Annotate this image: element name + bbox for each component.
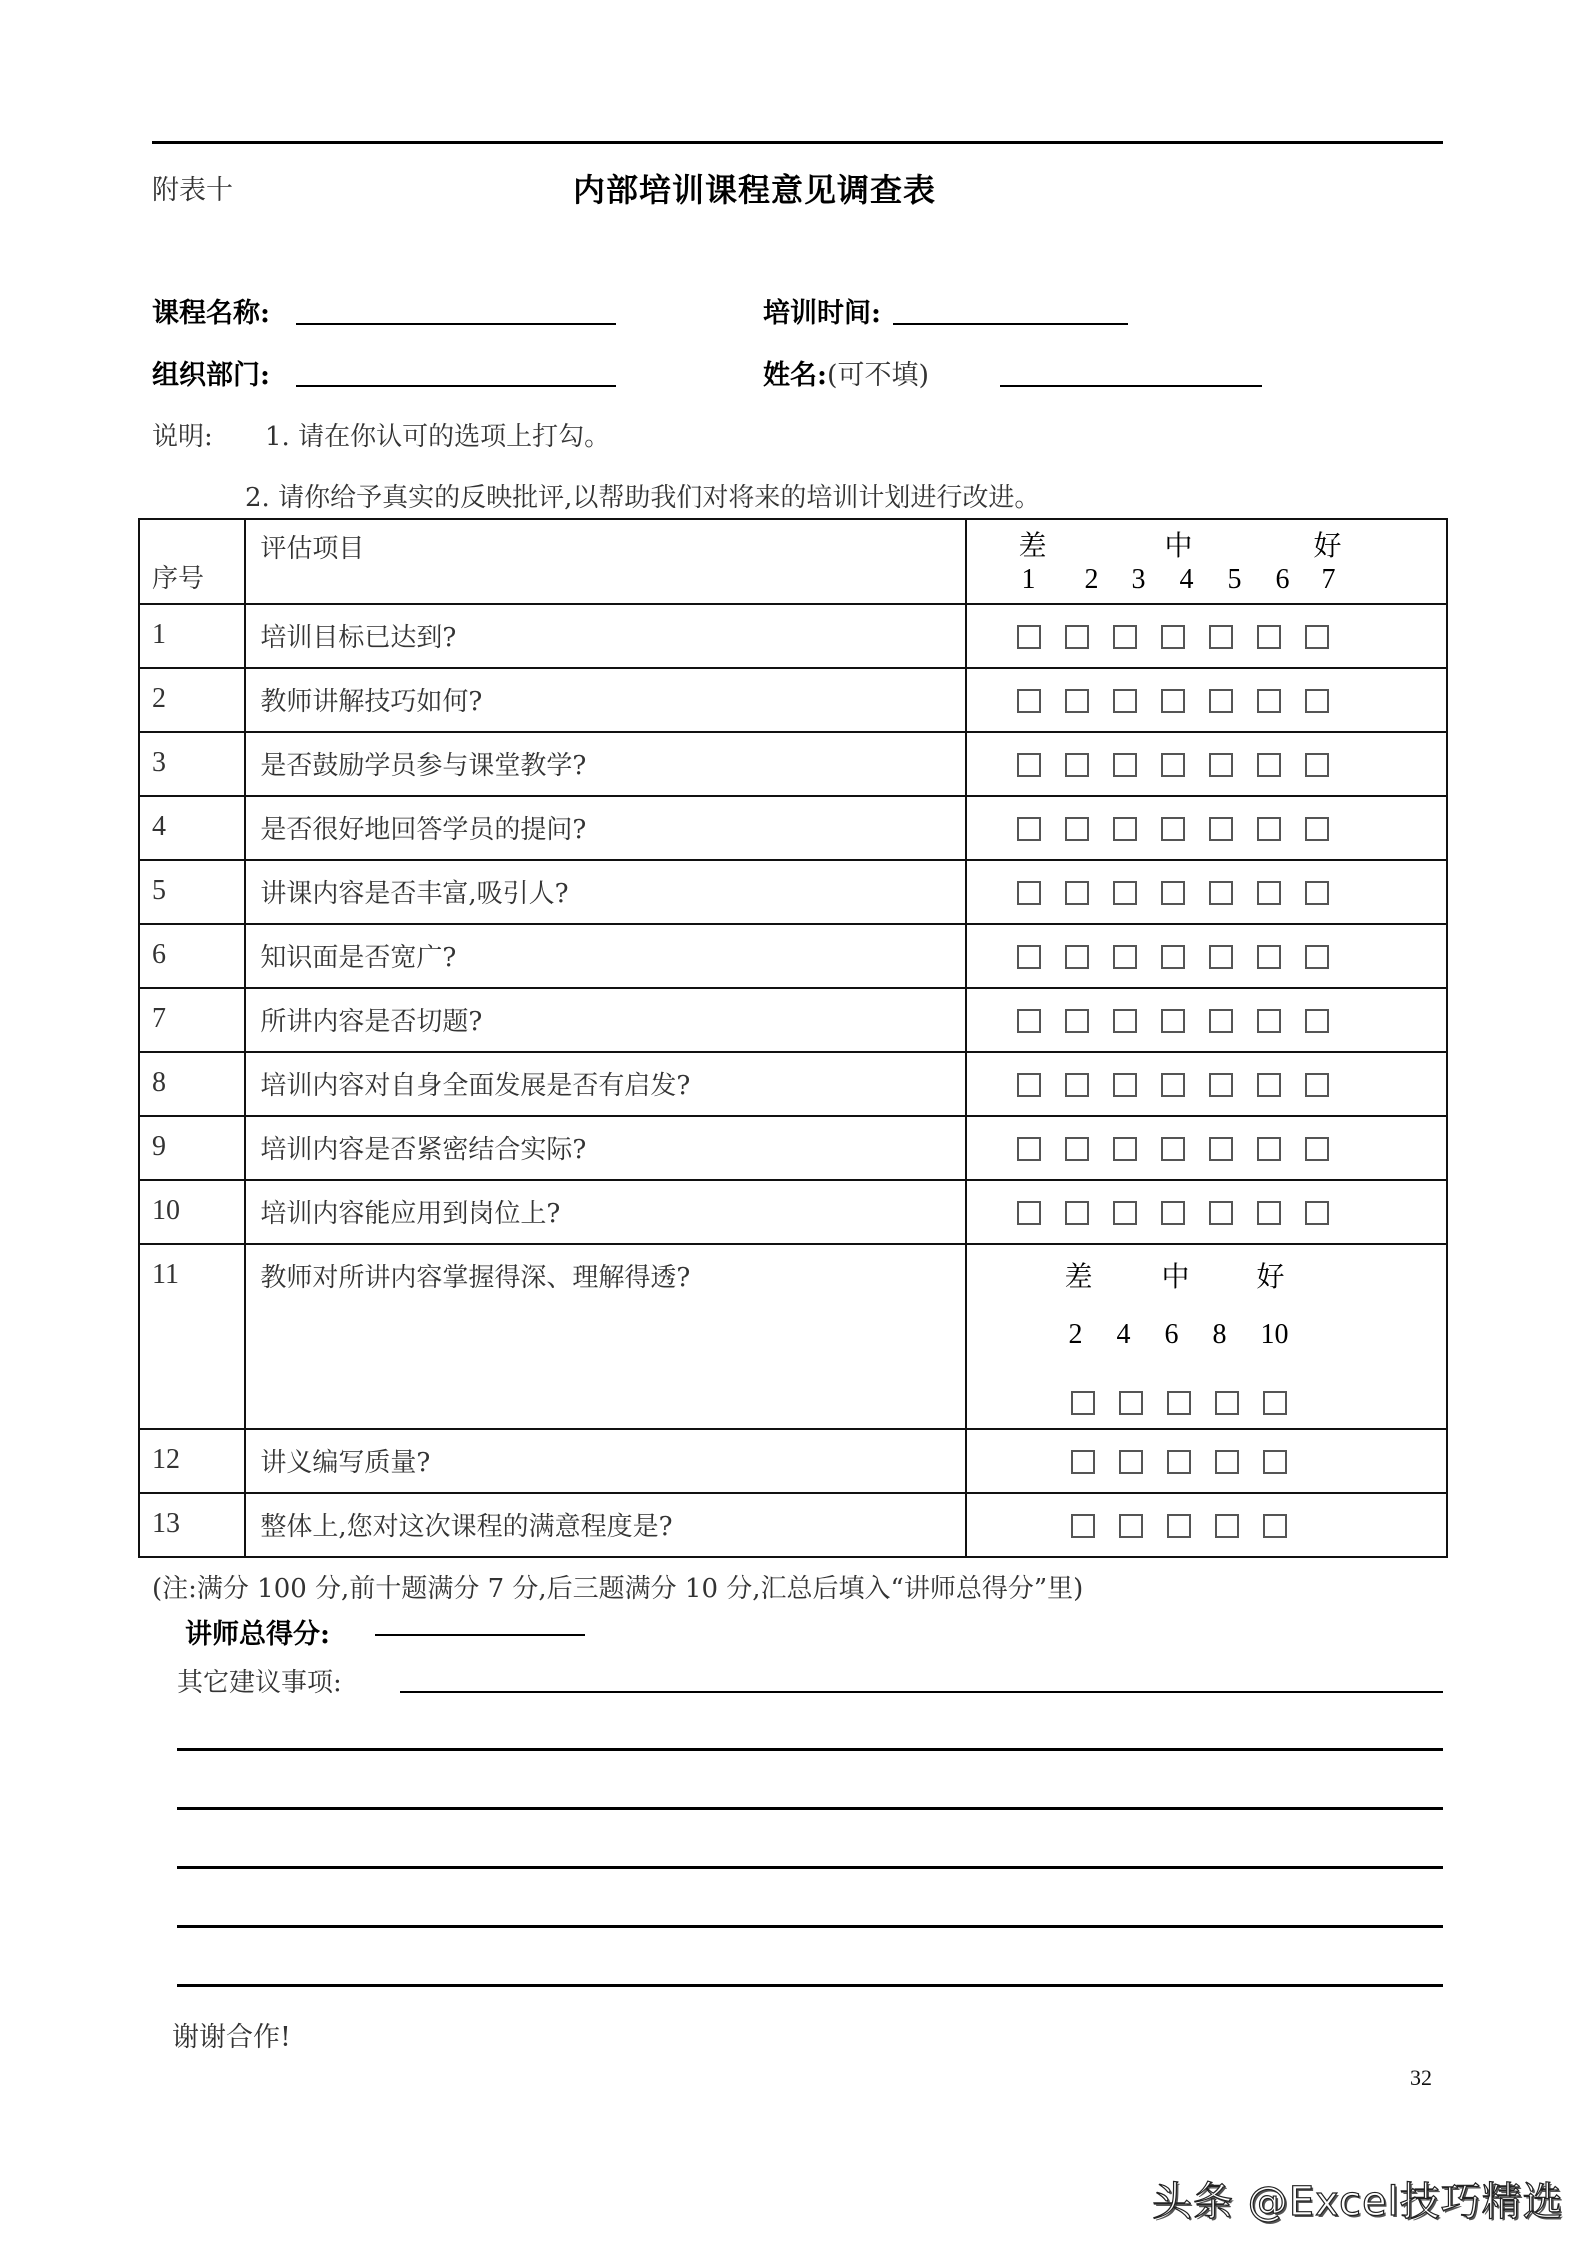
checkbox-score-1[interactable] — [1017, 1201, 1041, 1225]
suggestions-line-2[interactable] — [177, 1748, 1443, 1751]
header-item: 评估项目 — [245, 519, 965, 604]
scale7-number: 7 — [1321, 564, 1336, 595]
checkbox-score-2[interactable] — [1065, 945, 1089, 969]
row-number: 8 — [139, 1052, 245, 1116]
row-scale7 — [966, 796, 1448, 860]
checkbox-score-1[interactable] — [1017, 1073, 1041, 1097]
training-time-field[interactable] — [893, 323, 1128, 325]
table-row — [139, 732, 1447, 796]
table-row — [139, 668, 1447, 732]
checkbox-score-4[interactable] — [1119, 1450, 1143, 1474]
table-row — [139, 1180, 1447, 1244]
checkbox-score-6[interactable] — [1167, 1391, 1191, 1415]
checkbox-score-7[interactable] — [1305, 1073, 1329, 1097]
scale7-number: 2 — [1084, 564, 1099, 595]
scale5-number: 8 — [1212, 1319, 1227, 1350]
page-title: 内部培训课程意见调查表 — [573, 171, 937, 209]
course-name-field[interactable] — [296, 323, 616, 325]
checkbox-score-1[interactable] — [1017, 1009, 1041, 1033]
name-optional-hint: (可不填) — [826, 360, 930, 391]
table-row — [139, 924, 1447, 988]
checkbox-score-6[interactable] — [1257, 753, 1281, 777]
checkbox-score-6[interactable] — [1257, 1009, 1281, 1033]
checkbox-score-5[interactable] — [1209, 945, 1233, 969]
checkbox-score-2[interactable] — [1065, 881, 1089, 905]
department-field[interactable] — [296, 385, 616, 387]
name-label: 姓名: — [763, 360, 827, 391]
checkbox-score-7[interactable] — [1305, 1137, 1329, 1161]
name-field[interactable] — [1000, 385, 1262, 387]
checkbox-score-5[interactable] — [1209, 1009, 1233, 1033]
suggestions-label: 其它建议事项: — [177, 1668, 342, 1698]
table-row — [139, 1116, 1447, 1180]
row-number: 2 — [139, 668, 245, 732]
scale7-number: 5 — [1227, 564, 1242, 595]
scale5-number: 10 — [1260, 1319, 1289, 1350]
row-scale7 — [966, 668, 1448, 732]
table-row — [139, 604, 1447, 668]
checkbox-score-1[interactable] — [1017, 945, 1041, 969]
row-number: 13 — [139, 1493, 245, 1557]
checkbox-score-1[interactable] — [1017, 753, 1041, 777]
checkbox-score-6[interactable] — [1257, 945, 1281, 969]
checkbox-score-10[interactable] — [1263, 1450, 1287, 1474]
checkbox-score-2[interactable] — [1065, 689, 1089, 713]
checkbox-score-5[interactable] — [1209, 689, 1233, 713]
instructions-prefix: 说明: — [152, 422, 213, 452]
table-row — [139, 1493, 1447, 1557]
checkbox-score-3[interactable] — [1113, 1073, 1137, 1097]
checkbox-score-3[interactable] — [1113, 881, 1137, 905]
checkbox-score-6[interactable] — [1257, 817, 1281, 841]
department-label: 组织部门: — [152, 360, 270, 391]
checkbox-score-7[interactable] — [1305, 817, 1329, 841]
checkbox-score-2[interactable] — [1065, 753, 1089, 777]
name-label-group — [763, 353, 929, 392]
row-item: 教师对所讲内容掌握得深、理解得透? — [245, 1244, 965, 1429]
table-row — [139, 796, 1447, 860]
checkbox-score-7[interactable] — [1305, 945, 1329, 969]
checkbox-score-2[interactable] — [1065, 1201, 1089, 1225]
checkbox-score-1[interactable] — [1017, 881, 1041, 905]
scale5-label-good: 好 — [1256, 1262, 1285, 1293]
checkbox-score-2[interactable] — [1071, 1450, 1095, 1474]
row-number: 6 — [139, 924, 245, 988]
row-scale7 — [966, 1116, 1448, 1180]
checkbox-score-2[interactable] — [1065, 625, 1089, 649]
checkbox-score-8[interactable] — [1215, 1391, 1239, 1415]
checkbox-score-10[interactable] — [1263, 1514, 1287, 1538]
checkbox-score-6[interactable] — [1257, 1201, 1281, 1225]
checkbox-score-2[interactable] — [1065, 1009, 1089, 1033]
checkbox-score-7[interactable] — [1305, 753, 1329, 777]
checkbox-score-1[interactable] — [1017, 1137, 1041, 1161]
page-number: 32 — [1410, 2065, 1432, 2090]
total-score-field[interactable] — [375, 1634, 585, 1636]
scale7-number: 1 — [1021, 564, 1036, 595]
row-item: 整体上,您对这次课程的满意程度是? — [245, 1493, 965, 1557]
checkbox-score-4[interactable] — [1161, 1009, 1185, 1033]
row-scale7 — [966, 732, 1448, 796]
scale7-number: 6 — [1275, 564, 1290, 595]
scale5-number: 2 — [1068, 1319, 1083, 1350]
row-item: 教师讲解技巧如何? — [245, 668, 965, 732]
checkbox-score-6[interactable] — [1167, 1514, 1191, 1538]
checkbox-score-4[interactable] — [1161, 817, 1185, 841]
checkbox-score-4[interactable] — [1161, 689, 1185, 713]
checkbox-score-6[interactable] — [1257, 1137, 1281, 1161]
row-item: 培训目标已达到? — [245, 604, 965, 668]
row-scale5 — [966, 1244, 1448, 1429]
checkbox-score-6[interactable] — [1257, 1073, 1281, 1097]
row-scale7 — [966, 988, 1448, 1052]
checkbox-score-4[interactable] — [1161, 1073, 1185, 1097]
header-no: 序号 — [139, 519, 245, 604]
row-item: 讲课内容是否丰富,吸引人? — [245, 860, 965, 924]
row-number: 1 — [139, 604, 245, 668]
checkbox-score-6[interactable] — [1167, 1450, 1191, 1474]
scale5-number: 4 — [1116, 1319, 1131, 1350]
scale7-label-good: 好 — [1313, 531, 1342, 562]
training-time-label: 培训时间: — [763, 298, 881, 329]
scale7-label-poor: 差 — [1018, 531, 1047, 562]
checkbox-score-7[interactable] — [1305, 1201, 1329, 1225]
row-item: 讲义编写质量? — [245, 1429, 965, 1493]
scale5-label-poor: 差 — [1064, 1262, 1093, 1293]
checkbox-score-3[interactable] — [1113, 689, 1137, 713]
checkbox-score-4[interactable] — [1161, 1201, 1185, 1225]
row-scale7 — [966, 860, 1448, 924]
checkbox-score-5[interactable] — [1209, 881, 1233, 905]
table-row — [139, 988, 1447, 1052]
checkbox-score-3[interactable] — [1113, 817, 1137, 841]
checkbox-score-2[interactable] — [1071, 1514, 1095, 1538]
scale7-number: 3 — [1131, 564, 1146, 595]
top-rule — [152, 141, 1443, 144]
row-item: 所讲内容是否切题? — [245, 988, 965, 1052]
checkbox-score-5[interactable] — [1209, 1137, 1233, 1161]
checkbox-score-5[interactable] — [1209, 625, 1233, 649]
checkbox-score-7[interactable] — [1305, 881, 1329, 905]
checkbox-score-4[interactable] — [1119, 1514, 1143, 1538]
checkbox-score-3[interactable] — [1113, 1009, 1137, 1033]
checkbox-score-3[interactable] — [1113, 945, 1137, 969]
table-row — [139, 1052, 1447, 1116]
row-number: 11 — [139, 1244, 245, 1429]
checkbox-score-6[interactable] — [1257, 625, 1281, 649]
checkbox-score-4[interactable] — [1161, 945, 1185, 969]
appendix-label: 附表十 — [152, 175, 233, 206]
row-scale7 — [966, 604, 1448, 668]
row-scale5 — [966, 1493, 1448, 1557]
row-item: 是否很好地回答学员的提问? — [245, 796, 965, 860]
row-scale5 — [966, 1429, 1448, 1493]
row-item: 是否鼓励学员参与课堂教学? — [245, 732, 965, 796]
scale5-label-medium: 中 — [1161, 1262, 1190, 1293]
checkbox-score-7[interactable] — [1305, 1009, 1329, 1033]
checkbox-score-8[interactable] — [1215, 1450, 1239, 1474]
scale7-number: 4 — [1179, 564, 1194, 595]
row-number: 7 — [139, 988, 245, 1052]
checkbox-score-5[interactable] — [1209, 817, 1233, 841]
suggestions-line-4[interactable] — [177, 1866, 1443, 1869]
checkbox-score-4[interactable] — [1161, 881, 1185, 905]
suggestions-line-1[interactable] — [400, 1691, 1443, 1693]
table-row — [139, 1429, 1447, 1493]
checkbox-score-1[interactable] — [1017, 689, 1041, 713]
checkbox-score-3[interactable] — [1113, 1137, 1137, 1161]
table-header-row — [139, 519, 1447, 604]
header-scale7 — [966, 519, 1448, 604]
scale5-number: 6 — [1164, 1319, 1179, 1350]
checkbox-score-10[interactable] — [1263, 1391, 1287, 1415]
table-row — [139, 860, 1447, 924]
table-row — [139, 1244, 1447, 1429]
checkbox-score-4[interactable] — [1119, 1391, 1143, 1415]
checkbox-score-3[interactable] — [1113, 1201, 1137, 1225]
row-item: 培训内容能应用到岗位上? — [245, 1180, 965, 1244]
row-scale7 — [966, 1052, 1448, 1116]
checkbox-score-4[interactable] — [1161, 1137, 1185, 1161]
row-item: 培训内容对自身全面发展是否有启发? — [245, 1052, 965, 1116]
scoring-note: (注:满分 100 分,前十题满分 7 分,后三题满分 10 分,汇总后填入“讲师总得分”里) — [152, 1574, 1084, 1604]
row-number: 4 — [139, 796, 245, 860]
checkbox-score-3[interactable] — [1113, 625, 1137, 649]
checkbox-score-1[interactable] — [1017, 817, 1041, 841]
course-name-label: 课程名称: — [152, 298, 270, 329]
checkbox-score-6[interactable] — [1257, 689, 1281, 713]
row-scale7 — [966, 1180, 1448, 1244]
checkbox-score-2[interactable] — [1065, 1137, 1089, 1161]
checkbox-score-7[interactable] — [1305, 689, 1329, 713]
instruction-item-2: 2. 请你给予真实的反映批评,以帮助我们对将来的培训计划进行改进。 — [245, 483, 1041, 513]
thanks-text: 谢谢合作! — [172, 2022, 291, 2053]
checkbox-score-7[interactable] — [1305, 625, 1329, 649]
evaluation-table — [138, 518, 1448, 1558]
checkbox-score-3[interactable] — [1113, 753, 1137, 777]
checkbox-score-4[interactable] — [1161, 753, 1185, 777]
row-scale7 — [966, 924, 1448, 988]
checkbox-score-5[interactable] — [1209, 753, 1233, 777]
suggestions-line-5[interactable] — [177, 1925, 1443, 1928]
suggestions-line-3[interactable] — [177, 1807, 1443, 1810]
checkbox-score-4[interactable] — [1161, 625, 1185, 649]
checkbox-score-8[interactable] — [1215, 1514, 1239, 1538]
total-score-label: 讲师总得分: — [185, 1619, 330, 1650]
row-number: 3 — [139, 732, 245, 796]
row-number: 12 — [139, 1429, 245, 1493]
checkbox-score-5[interactable] — [1209, 1073, 1233, 1097]
checkbox-score-2[interactable] — [1065, 817, 1089, 841]
row-number: 9 — [139, 1116, 245, 1180]
checkbox-score-6[interactable] — [1257, 881, 1281, 905]
suggestions-line-6[interactable] — [177, 1984, 1443, 1987]
scale7-label-medium: 中 — [1164, 531, 1193, 562]
checkbox-score-1[interactable] — [1017, 625, 1041, 649]
instruction-item-1: 1. 请在你认可的选项上打勾。 — [265, 422, 611, 452]
checkbox-score-2[interactable] — [1071, 1391, 1095, 1415]
checkbox-score-5[interactable] — [1209, 1201, 1233, 1225]
row-number: 5 — [139, 860, 245, 924]
watermark: 头条 @Excel技巧精选 — [1152, 2179, 1564, 2225]
checkbox-score-2[interactable] — [1065, 1073, 1089, 1097]
row-number: 10 — [139, 1180, 245, 1244]
row-item: 培训内容是否紧密结合实际? — [245, 1116, 965, 1180]
row-item: 知识面是否宽广? — [245, 924, 965, 988]
